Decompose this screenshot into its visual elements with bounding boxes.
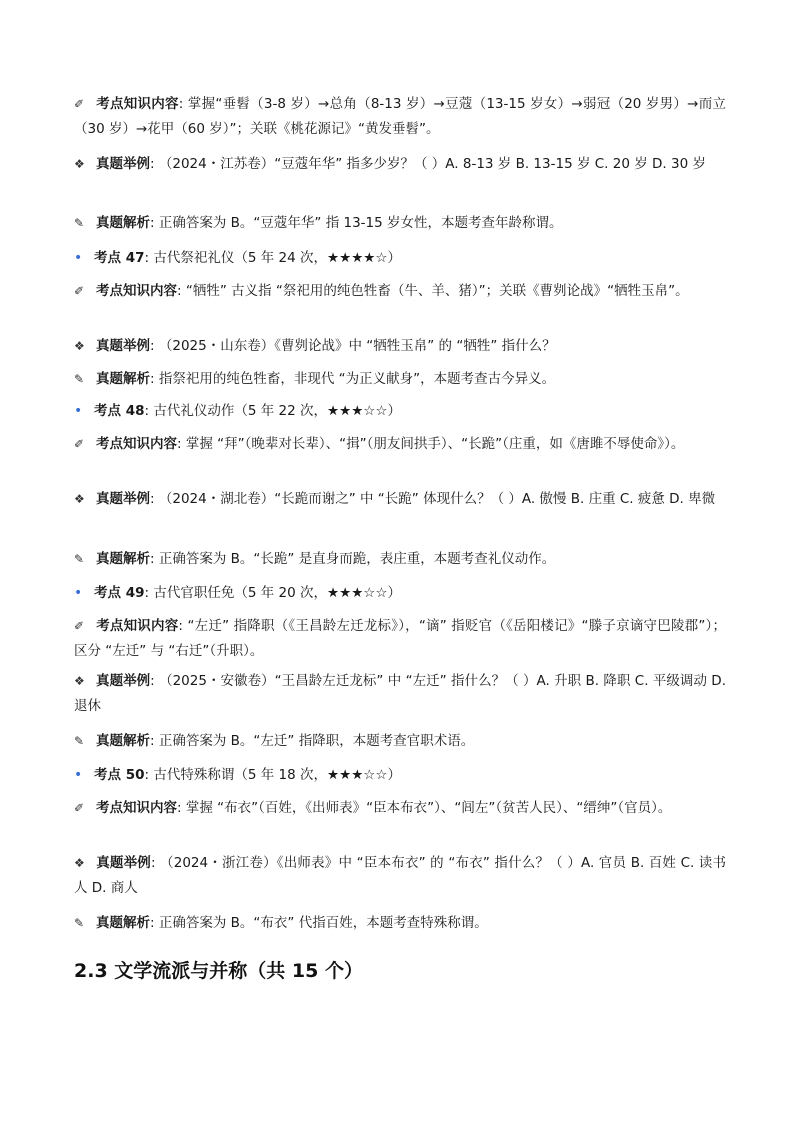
exam-point-heading: [74, 246, 726, 271]
pen-icon: ✎: [74, 372, 85, 386]
item-label: 考点知识内容: [96, 618, 179, 634]
exam-example-paragraph: [74, 334, 726, 359]
exam-example-paragraph: [74, 487, 726, 512]
label-colon: :: [150, 371, 155, 387]
exam-example-paragraph: [74, 851, 726, 901]
knowledge-paragraph: [74, 614, 726, 664]
label-colon: :: [177, 436, 182, 452]
item-label: 考点知识内容: [96, 436, 177, 452]
item-text: “牺牲” 古义指 “祭祀用的纯色牲畜（牛、羊、猪）”；关联《曹刿论战》“牺牲玉帛”。: [185, 283, 689, 299]
label-colon: :: [150, 156, 155, 172]
label-colon: :: [150, 338, 155, 354]
item-label: 考点 47: [94, 250, 145, 266]
pencil-icon: ✐: [74, 97, 85, 111]
item-label: 真题解析: [96, 215, 150, 231]
item-label: 真题举例: [96, 855, 151, 871]
knowledge-paragraph: [74, 279, 726, 304]
knowledge-paragraph: [74, 432, 726, 457]
label-colon: :: [150, 673, 155, 689]
item-text: 正确答案为 B。“左迁” 指降职，本题考查官职术语。: [158, 733, 475, 749]
item-text: 正确答案为 B。“长跪” 是直身而跪，表庄重，本题考查礼仪动作。: [158, 551, 556, 567]
item-label: 考点 50: [94, 767, 145, 783]
label-colon: :: [144, 250, 150, 266]
item-label: 真题举例: [96, 491, 150, 507]
item-text: （2025・安徽卷）“王昌龄左迁龙标” 中 “左迁” 指什么？（ ）A. 升职 B. 降职 C. 平级调动 D. 退休: [74, 673, 726, 714]
pencil-icon: ✐: [74, 284, 85, 298]
bullet-icon: •: [74, 403, 83, 419]
exam-example-paragraph: [74, 669, 726, 719]
bullet-icon: •: [74, 585, 83, 601]
answer-analysis-paragraph: [74, 211, 726, 236]
bullet-icon: •: [74, 767, 83, 783]
item-text: 掌握“垂髫（3-8 岁）→总角（8-13 岁）→豆蔻（13-15 岁女）→弱冠（20 岁男）→而立（30 岁）→花甲（60 岁）”；关联《桃花源记》“黄发垂髫”。: [74, 96, 727, 137]
answer-analysis-paragraph: [74, 911, 726, 936]
bullet-icon: •: [74, 250, 83, 266]
label-colon: :: [144, 403, 150, 419]
label-colon: :: [178, 96, 184, 112]
pen-icon: ✎: [74, 216, 85, 230]
item-label: 真题解析: [96, 371, 150, 387]
item-label: 考点 49: [94, 585, 145, 601]
item-text: 古代礼仪动作（5 年 22 次，★★★☆☆）: [153, 403, 402, 419]
item-label: 真题解析: [96, 733, 150, 749]
label-colon: :: [150, 915, 155, 931]
label-colon: :: [150, 491, 155, 507]
answer-analysis-paragraph: [74, 729, 726, 754]
answer-analysis-paragraph: [74, 547, 726, 572]
label-colon: :: [150, 551, 155, 567]
knowledge-paragraph: [74, 796, 726, 821]
item-text: 掌握 “布衣”（百姓，《出师表》“臣本布衣”）、“闾左”（贫苦人民）、“缙绅”（官员）。: [185, 800, 672, 816]
item-label: 真题举例: [96, 338, 150, 354]
item-text: （2025・山东卷）《曹刿论战》中 “牺牲玉帛” 的 “牺牲” 指什么？: [158, 338, 556, 354]
diamond-bullet-icon: ❖: [74, 492, 85, 506]
pen-icon: ✎: [74, 916, 85, 930]
pencil-icon: ✐: [74, 801, 85, 815]
item-text: 掌握 “拜”（晚辈对长辈）、“揖”（朋友间拱手）、“长跪”（庄重，如《唐雎不辱使命》）。: [185, 436, 685, 452]
diamond-bullet-icon: ❖: [74, 674, 85, 688]
item-label: 真题解析: [96, 551, 150, 567]
item-text: 古代官职任免（5 年 20 次，★★★☆☆）: [153, 585, 402, 601]
label-colon: :: [150, 733, 155, 749]
label-colon: :: [144, 585, 150, 601]
pencil-icon: ✐: [74, 437, 85, 451]
section-heading: 2.3 文学流派与并称（共 15 个）: [74, 960, 363, 982]
item-label: 真题举例: [96, 156, 150, 172]
item-label: 考点知识内容: [96, 96, 179, 112]
label-colon: :: [144, 767, 150, 783]
item-text: （2024・江苏卷）“豆蔻年华” 指多少岁？（ ）A. 8-13 岁 B. 13-15 岁 C. 20 岁 D. 30 岁: [158, 156, 706, 172]
exam-point-heading: [74, 581, 726, 606]
exam-point-heading: [74, 399, 726, 424]
diamond-bullet-icon: ❖: [74, 856, 85, 870]
item-label: 考点知识内容: [96, 800, 177, 816]
item-text: 正确答案为 B。“豆蔻年华” 指 13-15 岁女性，本题考查年龄称谓。: [158, 215, 563, 231]
item-text: 古代特殊称谓（5 年 18 次，★★★☆☆）: [153, 767, 402, 783]
pen-icon: ✎: [74, 552, 85, 566]
diamond-bullet-icon: ❖: [74, 157, 85, 171]
item-label: 真题举例: [96, 673, 151, 689]
exam-example-paragraph: [74, 152, 726, 177]
knowledge-paragraph: [74, 92, 726, 142]
item-text: （2024・湖北卷）“长跪而谢之” 中 “长跪” 体现什么？（ ）A. 傲慢 B. 庄重 C. 疲惫 D. 卑微: [158, 491, 716, 507]
label-colon: :: [177, 800, 182, 816]
pen-icon: ✎: [74, 734, 85, 748]
item-text: 古代祭祀礼仪（5 年 24 次，★★★★☆）: [153, 250, 402, 266]
item-label: 考点 48: [94, 403, 145, 419]
item-label: 考点知识内容: [96, 283, 177, 299]
item-text: 正确答案为 B。“布衣” 代指百姓，本题考查特殊称谓。: [158, 915, 488, 931]
label-colon: :: [178, 618, 183, 634]
exam-point-heading: [74, 763, 726, 788]
item-text: （2024・浙江卷）《出师表》中 “臣本布衣” 的 “布衣” 指什么？（ ）A. 官员 B. 百姓 C. 读书人 D. 商人: [74, 855, 727, 896]
answer-analysis-paragraph: [74, 367, 726, 392]
item-text: 指祭祀用的纯色牲畜，非现代 “为正义献身”，本题考查古今异义。: [158, 371, 556, 387]
label-colon: :: [177, 283, 182, 299]
item-label: 真题解析: [96, 915, 150, 931]
pencil-icon: ✐: [74, 619, 85, 633]
label-colon: :: [150, 855, 156, 871]
item-text: “左迁” 指降职（《王昌龄左迁龙标》），“谪” 指贬官（《岳阳楼记》“滕子京谪守巴陵郡”）；区分 “左迁” 与 “右迁”（升职）。: [74, 618, 727, 659]
diamond-bullet-icon: ❖: [74, 339, 85, 353]
label-colon: :: [150, 215, 155, 231]
